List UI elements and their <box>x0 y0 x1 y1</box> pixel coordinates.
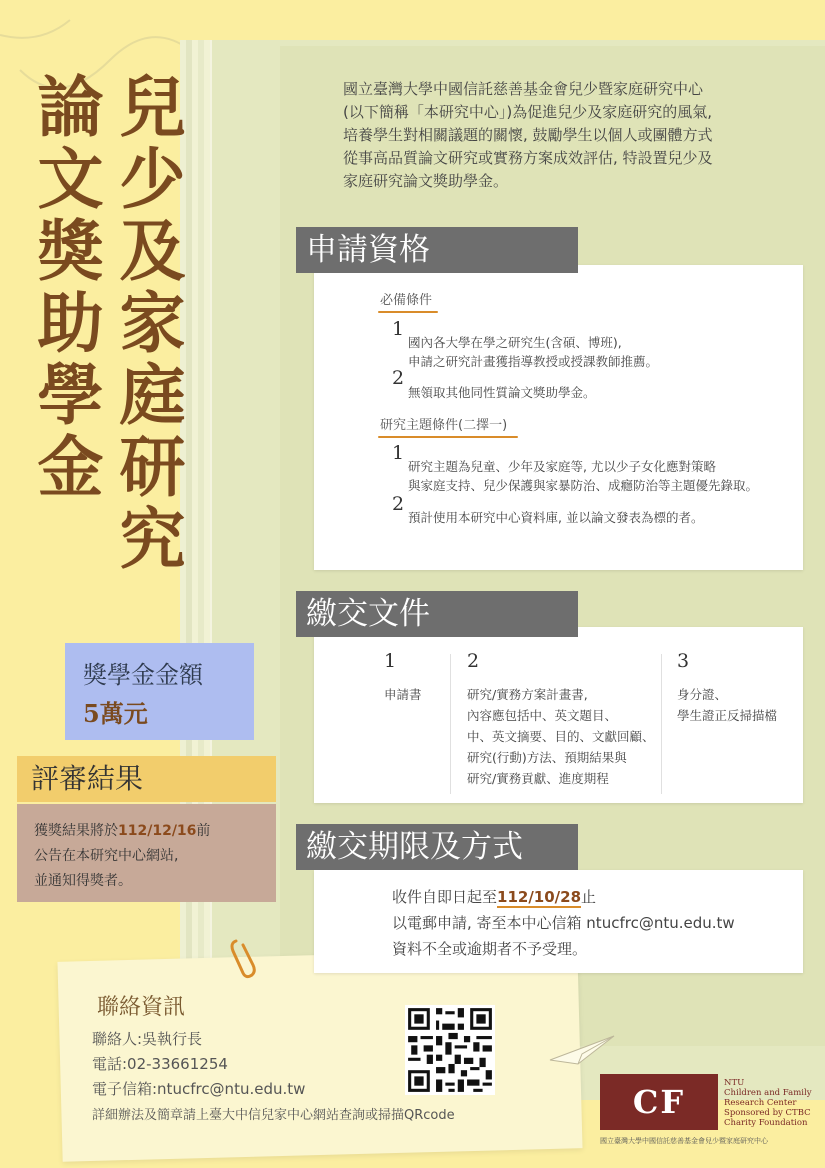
contact-person: 聯絡人:吳執行長 <box>92 1030 203 1048</box>
deadline-line <box>392 884 735 910</box>
deadline-suffix: 止 <box>581 888 597 906</box>
required-item-line: 無領取其他同性質論文獎助學金。 <box>408 385 596 400</box>
required-item-line: 國內各大學在學之研究生(含碩、博班), <box>408 335 622 350</box>
ctbc-logo <box>600 1074 718 1130</box>
contact-note: 詳細辦法及簡章請上臺大中信兒家中心網站查詢或掃描QRcode <box>92 1108 455 1123</box>
document-line: 申請書 <box>384 687 422 702</box>
review-text: 前 <box>196 823 211 839</box>
scholarship-amount-box <box>65 643 254 740</box>
required-item-text <box>408 333 658 371</box>
required-item-number: 1 <box>392 318 405 340</box>
document-text <box>467 684 655 789</box>
review-line <box>34 819 276 844</box>
amount-value: 5萬元 <box>83 699 148 728</box>
column-divider <box>450 654 451 794</box>
document-line: 內容應包括中、英文題目、 <box>467 708 618 723</box>
topic-item-number: 2 <box>392 493 405 515</box>
document-line: 學生證正反掃描檔 <box>677 708 778 723</box>
title-column-1: 兒少及家庭研究 <box>108 72 186 576</box>
document-number: 1 <box>384 650 397 672</box>
contact-email[interactable]: 電子信箱:ntucfrc@ntu.edu.tw <box>92 1080 306 1098</box>
deadline-prefix: 收件自即日起至 <box>392 888 498 906</box>
intro-line: 培養學生對相關議題的關懷, 鼓勵學生以個人或團體方式 <box>343 126 713 144</box>
document-number: 3 <box>677 650 690 672</box>
deadline-line: 資料不全或逾期者不予受理。 <box>392 940 588 958</box>
title-column-2: 論文獎助學金 <box>26 72 104 504</box>
document-item <box>467 650 655 789</box>
review-text: 獲獎結果將於 <box>34 823 118 839</box>
review-body <box>17 804 276 902</box>
required-item-line: 申請之研究計畫獲指導教授或授課教師推薦。 <box>408 354 659 369</box>
review-line: 公告在本研究中心網站, <box>34 848 179 864</box>
deadline-text <box>392 884 735 962</box>
document-item <box>677 650 777 726</box>
logo-line: Sponsored by CTBC <box>724 1108 811 1118</box>
review-header: 評審結果 <box>17 756 276 802</box>
contact-title: 聯絡資訊 <box>97 995 186 1020</box>
deadline-line: 以電郵申請, 寄至本中心信箱 ntucfrc@ntu.edu.tw <box>392 914 735 932</box>
logo-text <box>724 1078 812 1128</box>
document-text <box>384 684 422 705</box>
topic-item-text <box>408 457 758 495</box>
topic-item-line: 預計使用本研究中心資料庫, 並以論文發表為標的者。 <box>408 510 704 525</box>
document-text <box>677 684 777 726</box>
review-line: 並通知得獎者。 <box>34 873 132 889</box>
required-conditions-label <box>380 289 432 308</box>
intro-line: 家庭研究論文獎助學金。 <box>343 172 509 190</box>
amount-label: 獎學金金額 <box>83 661 203 689</box>
logo-line: Research Center <box>724 1098 797 1108</box>
qualifications-header: 申請資格 <box>296 227 578 273</box>
document-line: 研究/實務貢獻、進度期程 <box>467 771 609 786</box>
document-item <box>384 650 422 705</box>
required-item-number: 2 <box>392 367 405 389</box>
topic-conditions-text: 研究主題條件(二擇一) <box>380 418 508 433</box>
intro-paragraph <box>343 78 793 193</box>
topic-item-number: 1 <box>392 442 405 464</box>
topic-item-text <box>408 508 703 527</box>
logo-line: Children and Family <box>724 1088 812 1098</box>
logo-subtitle: 國立臺灣大學中國信託慈善基金會兒少暨家庭研究中心 <box>600 1137 768 1145</box>
document-number: 2 <box>467 650 480 672</box>
intro-line: 從事高品質論文研究或實務方案成效評估, 特設置兒少及 <box>343 149 713 167</box>
document-line: 研究/實務方案計畫書, <box>467 687 588 702</box>
logo-line: NTU <box>724 1078 745 1088</box>
required-item-text <box>408 383 596 402</box>
topic-item-line: 與家庭支持、兒少保護與家暴防治、成癮防治等主題優先錄取。 <box>408 478 759 493</box>
required-conditions-text: 必備條件 <box>380 293 433 308</box>
document-line: 中、英文摘要、目的、文獻回顧、 <box>467 729 655 744</box>
paper-plane-icon <box>548 1030 618 1070</box>
paperclip-icon <box>228 937 258 979</box>
documents-header: 繳交文件 <box>296 591 578 637</box>
document-line: 研究(行動)方法、預期結果與 <box>467 750 627 765</box>
qr-code-icon[interactable] <box>405 1005 495 1095</box>
intro-line: (以下簡稱「本研究中心」)為促進兒少及家庭研究的風氣, <box>343 103 712 121</box>
column-divider <box>661 654 662 794</box>
contact-phone: 電話:02-33661254 <box>92 1055 228 1073</box>
intro-line: 國立臺灣大學中國信託慈善基金會兒少暨家庭研究中心 <box>343 80 704 98</box>
topic-item-line: 研究主題為兒童、少年及家庭等, 尤以少子女化應對策略 <box>408 459 716 474</box>
topic-conditions-label <box>380 414 507 433</box>
deadline-date: 112/10/28 <box>497 888 582 906</box>
logo-mark: CF <box>632 1083 686 1121</box>
logo-line: Charity Foundation <box>724 1118 808 1128</box>
documents-columns <box>384 650 804 800</box>
deadline-header: 繳交期限及方式 <box>296 824 578 870</box>
review-date: 112/12/16 <box>118 823 197 839</box>
document-line: 身分證、 <box>677 687 728 702</box>
